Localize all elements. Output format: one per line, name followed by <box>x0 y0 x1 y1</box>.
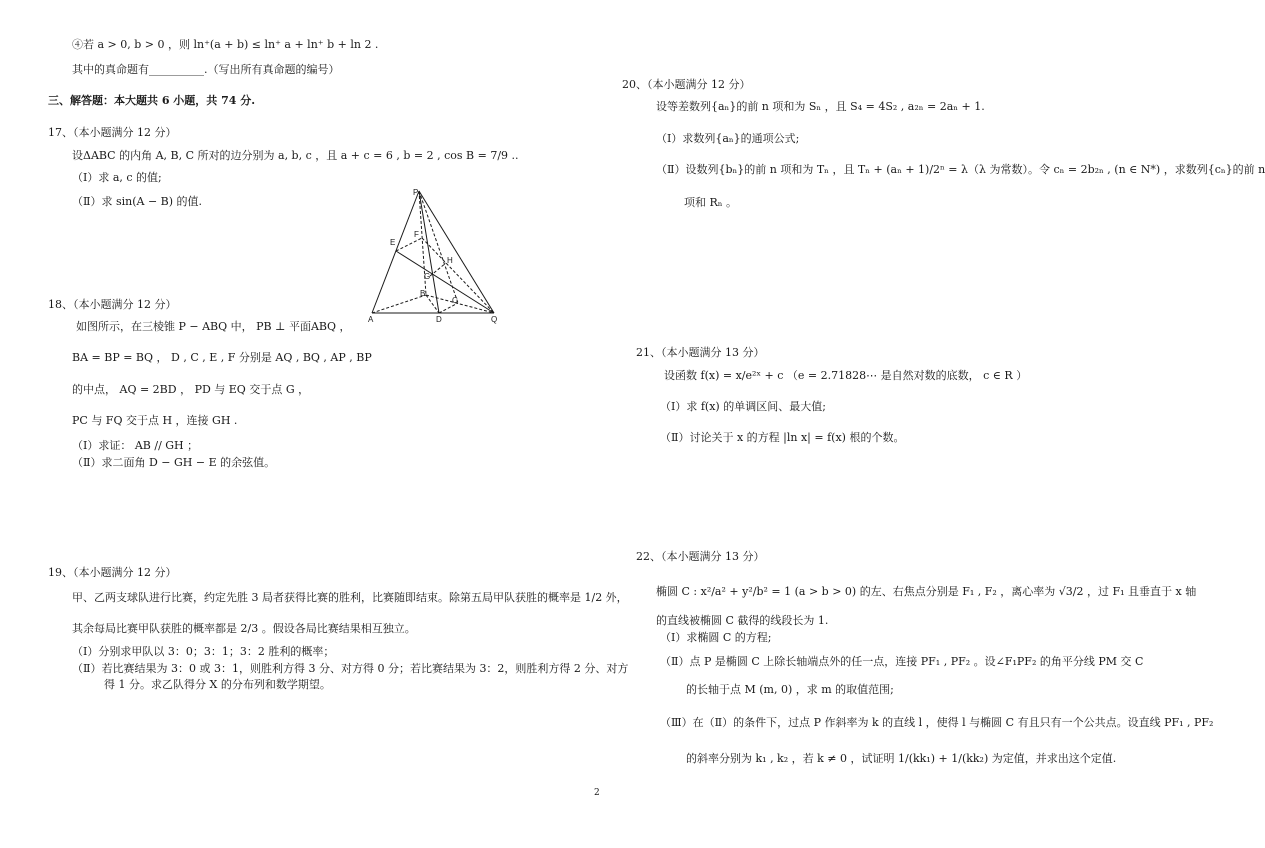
q22-line-2: 的直线被椭圆 C 截得的线段长为 1. <box>656 614 829 627</box>
page-number: 2 <box>594 788 600 798</box>
label-d: D <box>436 315 442 324</box>
q18-part-ii: （Ⅱ）求二面角 D − GH − E 的余弦值。 <box>72 456 276 469</box>
q17-part-ii: （Ⅱ）求 sin(A − B) 的值. <box>72 195 203 208</box>
label-q: Q <box>491 315 498 324</box>
condition-4: ④若 a > 0, b > 0 ，则 ln⁺(a + b) ≤ ln⁺ a + ln⁺ b + ln 2 . <box>72 38 379 51</box>
q20-part-i: （Ⅰ）求数列{aₙ}的通项公式; <box>656 132 800 145</box>
q20-heading: 20、（本小题满分 12 分） <box>622 78 751 91</box>
q19-part-ii-line-1: （Ⅱ）若比赛结果为 3：0 或 3：1，则胜利方得 3 分、对方得 0 分；若比赛结果为 3：2，则胜利方得 2 分、对方 <box>72 662 629 675</box>
q21-part-i: （Ⅰ）求 f(x) 的单调区间、最大值; <box>660 400 826 413</box>
q22-part-ii-line-2: 的长轴于点 M (m, 0) ，求 m 的取值范围; <box>686 683 894 696</box>
edge-pq <box>419 191 494 313</box>
q18-heading: 18、（本小题满分 12 分） <box>48 298 177 311</box>
q21-heading: 21、（本小题满分 13 分） <box>636 346 765 359</box>
q22-part-ii-line-1: （Ⅱ）点 P 是椭圆 C 上除长轴端点外的任一点，连接 PF₁ , PF₂ 。设∠F₁PF₂ 的角平分线 PM 交 C <box>660 655 1144 668</box>
q17-heading: 17、（本小题满分 12 分） <box>48 126 177 139</box>
q18-part-i: （Ⅰ）求证： AB // GH ； <box>72 439 199 452</box>
q21-part-ii: （Ⅱ）讨论关于 x 的方程 |ln x| = f(x) 根的个数。 <box>660 431 905 444</box>
edge-bq <box>426 295 494 313</box>
label-g: G <box>424 272 431 281</box>
q22-part-iii-line-2: 的斜率分别为 k₁ , k₂ ，若 k ≠ 0 ，试证明 1/(kk₁) + 1/(kk₂) 为定值，并求出这个定值. <box>686 752 1117 765</box>
q19-heading: 19、（本小题满分 12 分） <box>48 566 177 579</box>
q19-part-ii-line-2: 得 1 分。求乙队得分 X 的分布列和数学期望。 <box>104 678 331 691</box>
q18-line-4: PC 与 FQ 交于点 H ，连接 GH . <box>72 414 238 427</box>
edge-pa <box>372 191 419 313</box>
q22-part-iii-line-1: （Ⅲ）在（Ⅱ）的条件下，过点 P 作斜率为 k 的直线 l ，使得 l 与椭圆 C 有且只有一个公共点。设直线 PF₁ , PF₂ <box>660 716 1214 729</box>
q21-stem: 设函数 f(x) = x/e²ˣ + c （e = 2.71828⋯ 是自然对数的底数， c ∈ R ） <box>664 369 1028 382</box>
fill-blank-answer: 其中的真命题有__________.（写出所有真命题的编号） <box>72 63 340 76</box>
q22-line-1: 椭圆 C : x²/a² + y²/b² = 1 (a > b > 0) 的左、右焦点分别是 F₁ , F₂ ，离心率为 √3/2 ，过 F₁ 且垂直于 x 轴 <box>656 585 1197 598</box>
q18-line-3: 的中点， AQ = 2BD ， PD 与 EQ 交于点 G ， <box>72 383 310 396</box>
label-a: A <box>368 315 374 324</box>
q17-part-i: （Ⅰ）求 a, c 的值; <box>72 171 162 184</box>
label-c: C <box>452 296 458 305</box>
q17-stem: 设ΔABC 的内角 A, B, C 所对的边分别为 a, b, c ，且 a + c = 6 , b = 2 , cos B = 7/9 .. <box>72 149 519 162</box>
pyramid-figure <box>364 183 504 323</box>
q22-heading: 22、（本小题满分 13 分） <box>636 550 765 563</box>
edge-pc <box>419 191 458 303</box>
q19-part-i: （Ⅰ）分别求甲队以 3：0；3：1；3：2 胜利的概率； <box>72 645 335 658</box>
q18-line-1: 如图所示，在三棱锥 P − ABQ 中， PB ⊥ 平面ABQ ， <box>76 320 351 333</box>
q20-part-ii-line-1: （Ⅱ）设数列{bₙ}的前 n 项和为 Tₙ ，且 Tₙ + (aₙ + 1)/2ⁿ = λ（λ 为常数）。令 cₙ = 2b₂ₙ , (n ∈ N*) ，求数列{cₙ}的前 n <box>656 163 1265 176</box>
q19-line-1: 甲、乙两支球队进行比赛，约定先胜 3 局者获得比赛的胜利，比赛随即结束。除第五局甲队获胜的概率是 1/2 外， <box>72 591 628 604</box>
q19-line-2: 其余每局比赛甲队获胜的概率都是 2/3 。假设各局比赛结果相互独立。 <box>72 622 416 635</box>
label-e: E <box>390 238 396 247</box>
edge-eq <box>396 251 494 313</box>
label-b: B <box>420 289 426 298</box>
edge-ab <box>372 295 426 313</box>
label-p: P <box>413 188 419 197</box>
q20-part-ii-line-2: 项和 Rₙ 。 <box>684 196 738 209</box>
q22-part-i: （Ⅰ）求椭圆 C 的方程; <box>660 631 772 644</box>
label-f: F <box>414 230 419 239</box>
q20-stem: 设等差数列{aₙ}的前 n 项和为 Sₙ ，且 S₄ = 4S₂ , a₂ₙ = 2aₙ + 1. <box>656 100 985 113</box>
q18-line-2: BA = BP = BQ ， D , C , E , F 分别是 AQ , BQ , AP , BP <box>72 351 372 364</box>
section-heading: 三、解答题：本大题共 6 小题，共 74 分. <box>48 94 256 107</box>
label-h: H <box>447 256 453 265</box>
